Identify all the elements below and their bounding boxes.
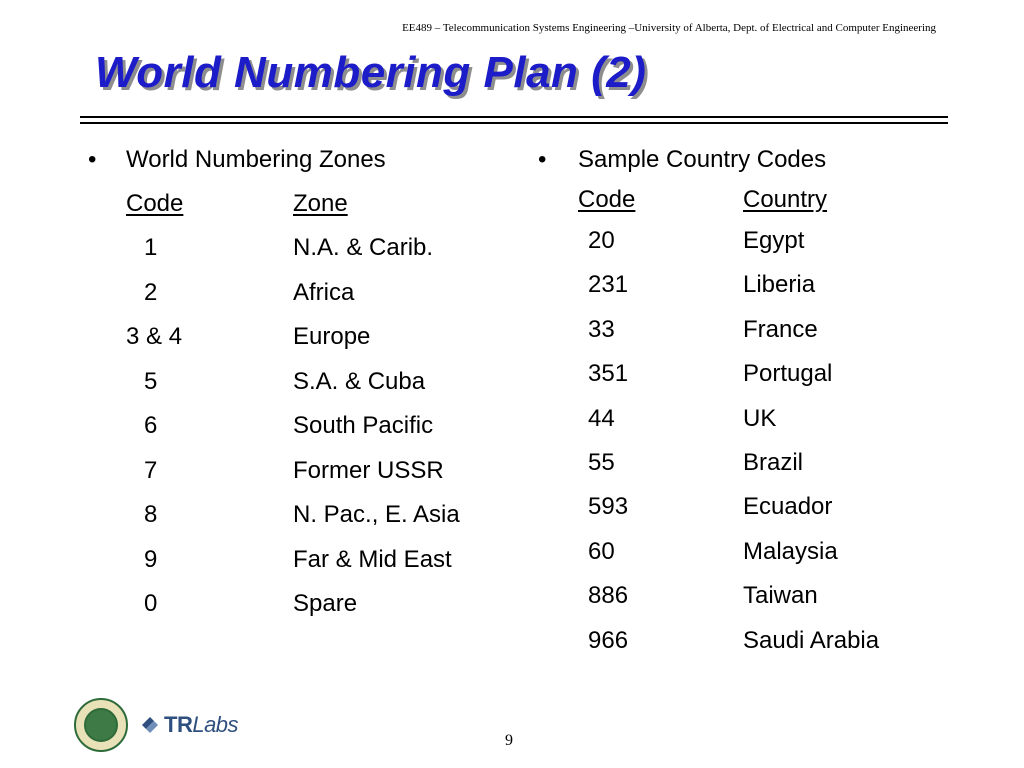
country-code-header: Code: [578, 186, 636, 213]
zones-row: [88, 588, 460, 633]
zone-code: 9: [144, 545, 158, 573]
country-code: 33: [588, 315, 615, 343]
country-name: UK: [743, 404, 777, 432]
zone-code: 1: [144, 234, 158, 261]
zones-code-header: Code: [126, 190, 184, 217]
seal-crest-icon: [84, 708, 118, 742]
university-seal-logo: [74, 698, 128, 752]
country-code: 55: [588, 448, 615, 476]
zone-name: Former USSR: [293, 456, 444, 484]
zone-name: S.A. & Cuba: [293, 367, 426, 395]
country-row: [538, 314, 879, 358]
zones-bullet: [88, 144, 460, 176]
bullet-dot: •: [88, 146, 97, 173]
country-name: Portugal: [743, 360, 833, 388]
zones-row: [88, 277, 460, 322]
zones-header-row: [88, 188, 460, 232]
zones-row: [88, 544, 460, 589]
zones-column: [88, 144, 460, 633]
country-code: 44: [588, 404, 615, 432]
country-name: Ecuador: [743, 493, 833, 521]
zone-name: Europe: [293, 323, 371, 350]
country-code: 351: [588, 360, 629, 388]
country-name: Liberia: [743, 271, 816, 299]
country-row: [538, 269, 879, 313]
zone-code: 5: [144, 367, 158, 395]
zones-row: [88, 455, 460, 500]
country-name-header: Country: [743, 186, 828, 213]
slide-title: World Numbering Plan (2): [95, 48, 647, 97]
country-row: [538, 580, 879, 624]
country-code: 966: [588, 626, 629, 654]
country-name: France: [743, 315, 818, 343]
zones-row: [88, 499, 460, 544]
country-code: 20: [588, 227, 615, 254]
country-name: Brazil: [743, 448, 804, 476]
country-code: 593: [588, 493, 629, 521]
zone-code: 3 & 4: [126, 323, 183, 350]
country-code: 886: [588, 582, 629, 610]
trlabs-wordmark-italic: Labs: [192, 712, 239, 737]
country-name: Taiwan: [743, 582, 818, 610]
country-row: [538, 447, 879, 491]
country-name: Malaysia: [743, 537, 838, 565]
zone-code: 7: [144, 456, 158, 484]
zone-name: N. Pac., E. Asia: [293, 501, 460, 528]
country-bullet: [538, 144, 879, 176]
country-code: 231: [588, 271, 629, 299]
zones-zone-header: Zone: [293, 190, 348, 217]
zone-name: Africa: [293, 278, 355, 306]
country-row: [538, 358, 879, 402]
country-code: 60: [588, 537, 615, 565]
country-row: [538, 536, 879, 580]
zones-row: [88, 410, 460, 455]
zones-bullet-text: World Numbering Zones: [126, 146, 386, 173]
country-row: [538, 625, 879, 669]
title-rule-top: [80, 116, 948, 118]
country-codes-column: [538, 144, 879, 669]
bullet-dot: •: [538, 146, 547, 173]
course-header: EE489 – Telecommunication Systems Engineering –University of Alberta, Dept. of Electrical and Computer Engineering: [402, 22, 936, 34]
page-number: 9: [505, 732, 513, 749]
trlabs-wordmark-bold: TR: [164, 712, 193, 737]
trlabs-wordmark: [164, 712, 238, 738]
trlabs-logo: [140, 712, 238, 738]
footer-logos: [74, 698, 238, 752]
country-name: Saudi Arabia: [743, 626, 880, 654]
country-row: [538, 491, 879, 535]
zone-code: 2: [144, 278, 158, 306]
zone-name: Spare: [293, 590, 358, 617]
zone-code: 6: [144, 412, 158, 439]
country-name: Egypt: [743, 227, 805, 254]
country-header-row: [538, 184, 879, 225]
zone-name: N.A. & Carib.: [293, 234, 434, 261]
zone-name: South Pacific: [293, 412, 434, 439]
country-row: [538, 403, 879, 447]
zones-row: [88, 232, 460, 277]
zone-code: 0: [144, 590, 158, 617]
title-rule-bottom: [80, 122, 948, 124]
country-bullet-text: Sample Country Codes: [578, 146, 827, 173]
zone-name: Far & Mid East: [293, 545, 452, 573]
country-row: [538, 225, 879, 269]
trlabs-mark-icon: [140, 715, 160, 735]
zones-row: [88, 366, 460, 411]
zones-row: [88, 321, 460, 366]
zone-code: 8: [144, 501, 158, 528]
